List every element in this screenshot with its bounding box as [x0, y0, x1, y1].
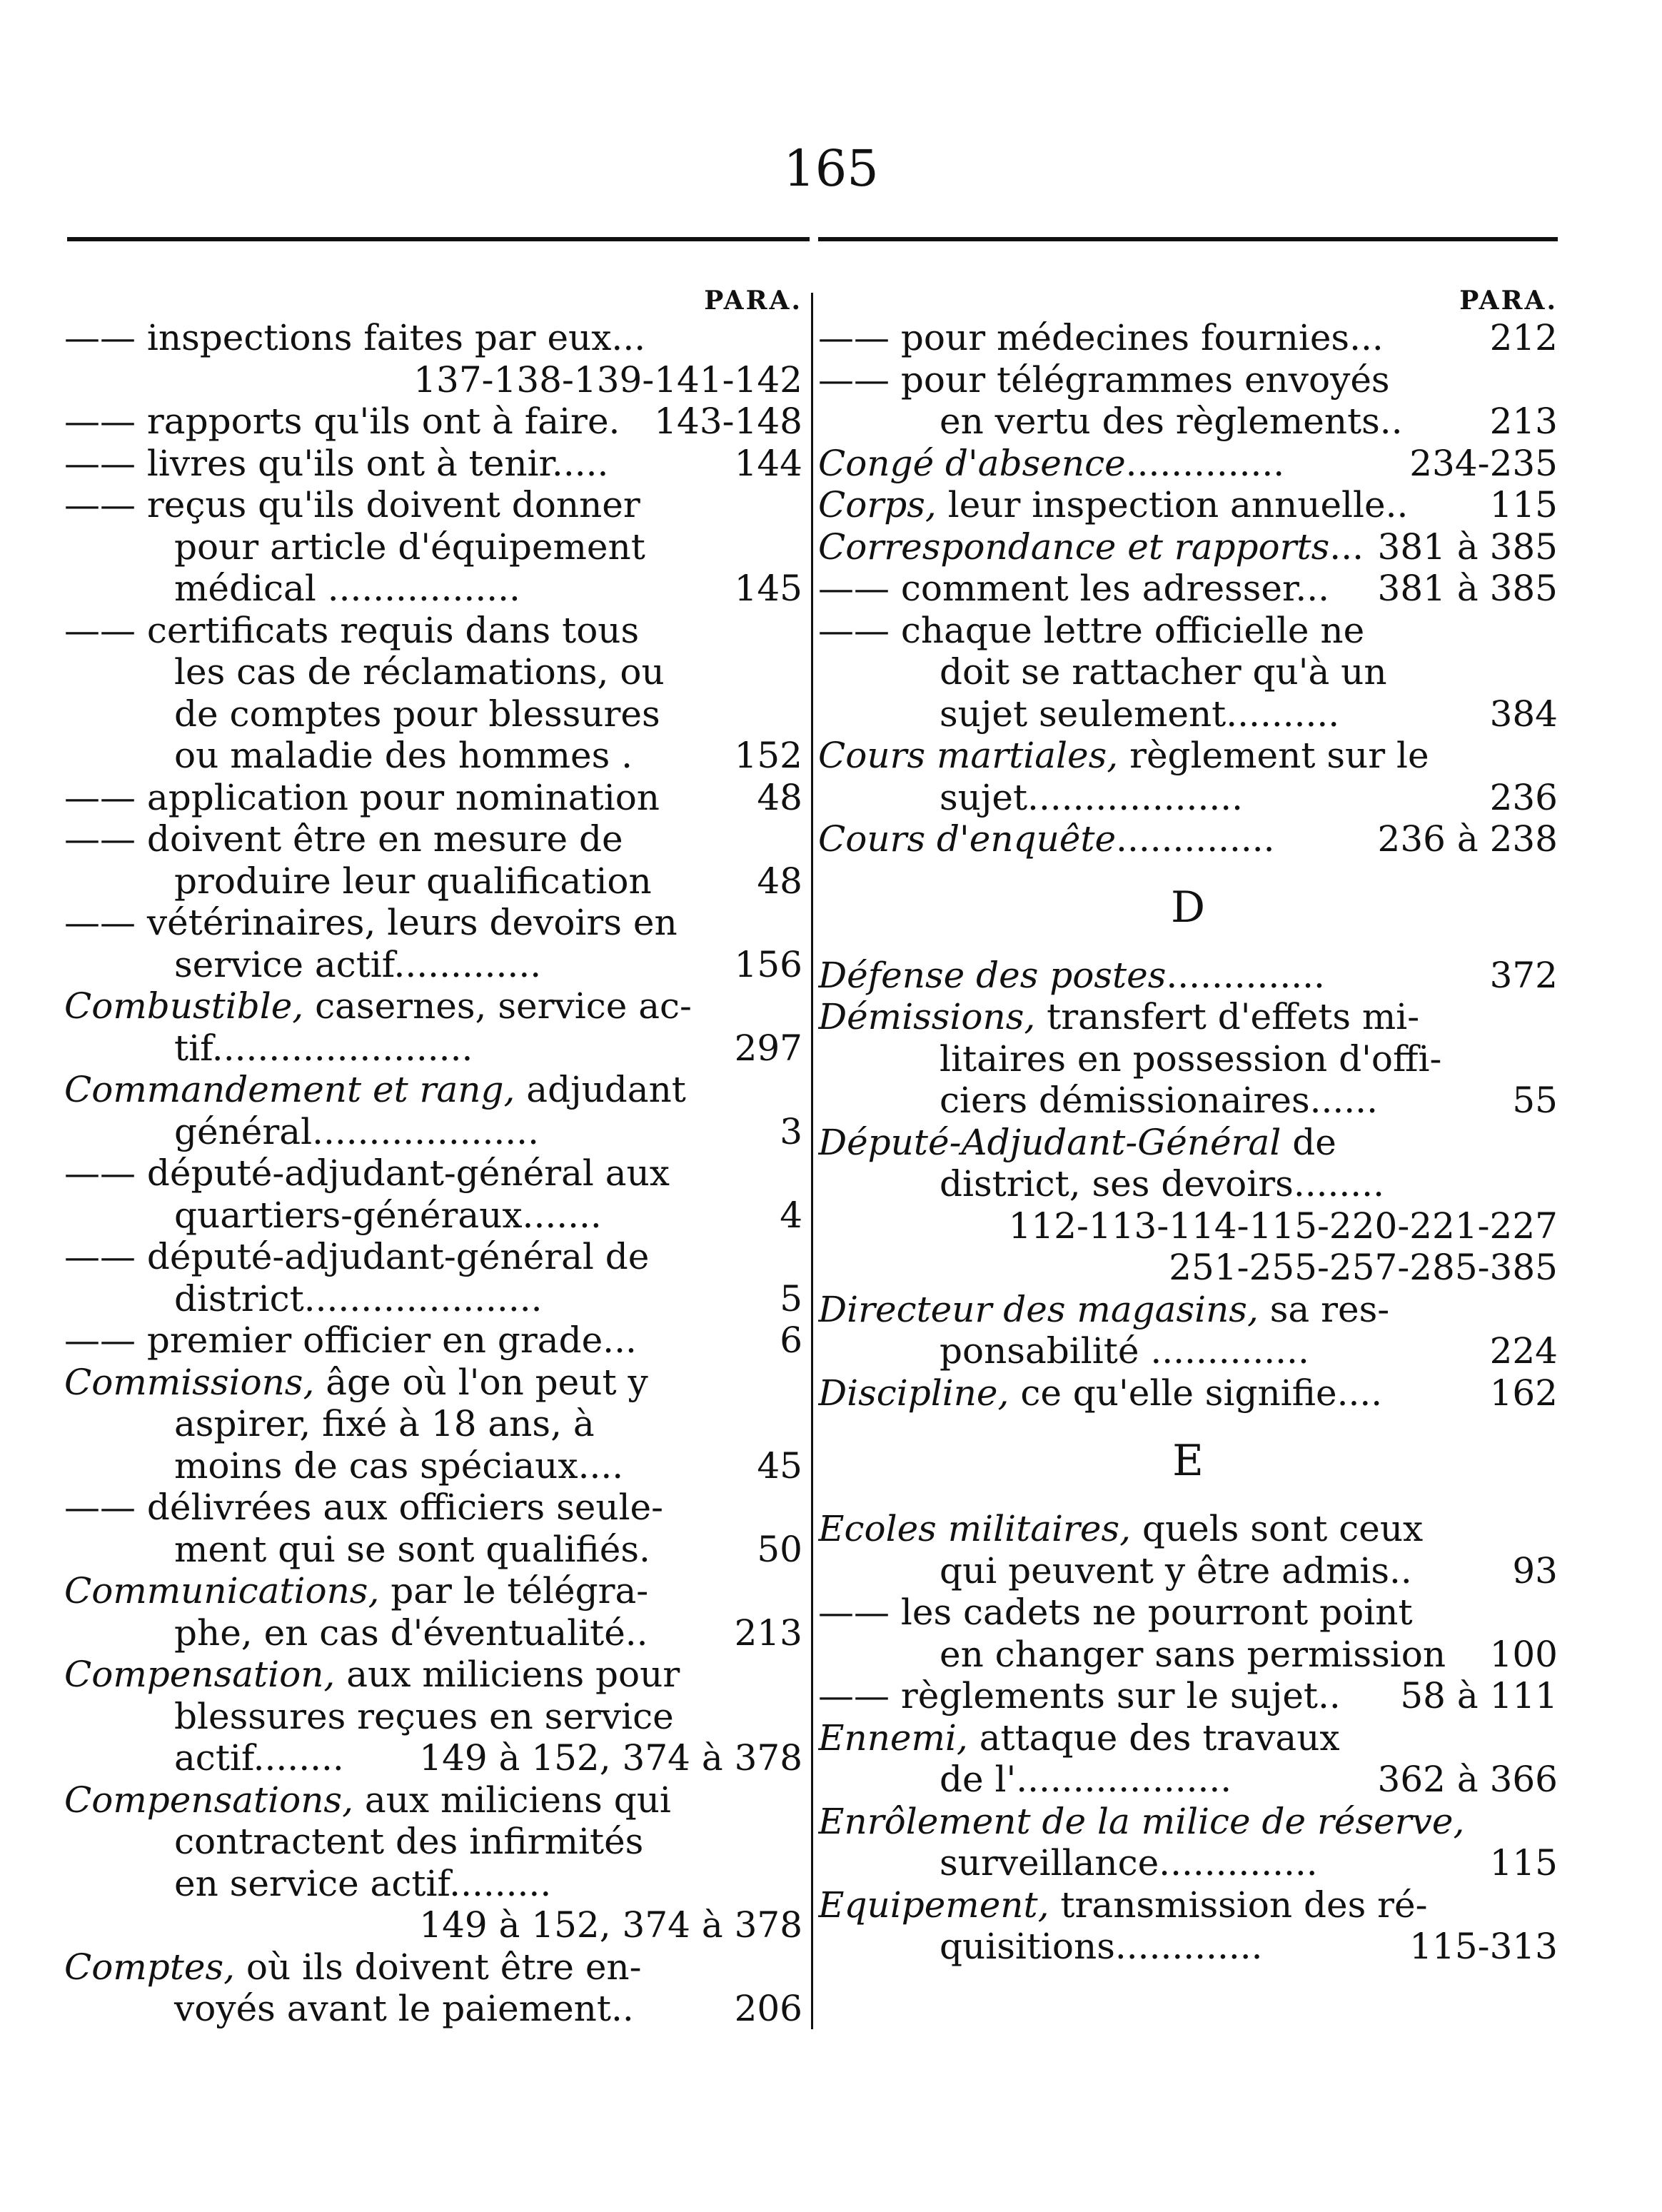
entry-text: —— certificats requis dans tous [64, 609, 640, 651]
entry-text: par le télégra- [379, 1570, 649, 1612]
index-entry-line [64, 735, 802, 777]
entry-keyword: Commissions, [64, 1361, 315, 1403]
index-entry-line [64, 1946, 802, 1989]
entry-text: —— délivrées aux officiers seule- [64, 1487, 664, 1528]
entry-text: —— premier officier en grade... [64, 1319, 637, 1361]
entry-text: attaque des travaux [967, 1716, 1340, 1759]
entry-paragraph-ref: 137-138-139-141-142 [408, 359, 802, 401]
index-entry-line [818, 996, 1558, 1038]
index-entry-line [818, 568, 1558, 610]
index-entry-line [64, 985, 802, 1027]
entry-paragraph-ref: 162 [1484, 1372, 1558, 1414]
entry-paragraph-ref: 213 [1484, 401, 1558, 443]
index-entry-line [818, 401, 1558, 443]
entry-text: quartiers-généraux....... [174, 1194, 602, 1236]
index-entry-line [818, 1926, 1558, 1968]
entry-paragraph-ref: 236 [1484, 777, 1558, 819]
index-entry-line [64, 1529, 802, 1571]
para-label-right: PARA. [1459, 286, 1558, 316]
entry-paragraph-ref: 143-148 [648, 401, 802, 443]
entry-text: —— vétérinaires, leurs devoirs en [64, 902, 678, 943]
index-entry-line [818, 1550, 1558, 1592]
entry-paragraph-ref: 372 [1484, 955, 1558, 997]
entry-text: transmission des ré- [1049, 1884, 1428, 1926]
entry-paragraph-ref: 236 à 238 [1372, 818, 1558, 860]
entry-paragraph-ref: 48 [751, 777, 802, 819]
index-entry-line [818, 651, 1558, 693]
section-heading-d: D [1170, 882, 1206, 932]
index-entry-line [64, 1278, 802, 1320]
entry-text: aux miliciens pour [335, 1654, 680, 1695]
index-entry-line [64, 818, 802, 860]
index-entry-line [64, 1487, 802, 1529]
entry-text: en service actif......... [174, 1862, 552, 1904]
index-entry-line [818, 610, 1558, 652]
index-entry-line [818, 1080, 1558, 1122]
entry-keyword: Correspondance et rapports [818, 526, 1330, 568]
entry-text: aspirer, fixé à 18 ans, à [174, 1403, 595, 1444]
entry-keyword: Commandement et rang, [64, 1069, 515, 1110]
index-entry-line [818, 484, 1558, 526]
index-entry-line [64, 568, 802, 610]
index-entry-line [64, 1779, 802, 1821]
entry-paragraph-ref: 234-235 [1404, 443, 1558, 485]
para-label-left: PARA. [704, 286, 802, 316]
entry-text: —— comment les adresser... [818, 568, 1330, 609]
entry-text: âge où l'on peut y [314, 1361, 648, 1403]
index-entry-line [818, 955, 1558, 997]
index-entry-line [818, 1592, 1558, 1634]
entry-keyword: Ecoles militaires, [818, 1508, 1132, 1549]
index-entry-line [64, 1696, 802, 1738]
entry-paragraph-ref: 152 [729, 735, 802, 777]
index-entries-left [64, 317, 802, 2030]
index-entry-line [818, 818, 1558, 860]
entry-text: ponsabilité .............. [940, 1330, 1309, 1372]
entry-paragraph-ref: 48 [751, 860, 802, 903]
entry-text: district..................... [174, 1277, 543, 1319]
entry-text: doit se rattacher qu'à un [940, 651, 1387, 693]
entry-text: surveillance.............. [940, 1842, 1318, 1884]
entry-text: qui peuvent y être admis.. [940, 1549, 1412, 1592]
entry-paragraph-ref: 384 [1484, 693, 1558, 735]
entry-paragraph-ref: 251-255-257-285-385 [1163, 1247, 1558, 1289]
index-entry-line [818, 1372, 1558, 1414]
entry-paragraph-ref: 144 [729, 443, 802, 485]
entry-keyword: Combustible, [64, 985, 304, 1027]
entry-text: adjudant [515, 1069, 686, 1110]
entry-text: —— pour médecines fournies... [818, 317, 1384, 358]
index-entry-line [64, 1027, 802, 1070]
entry-text: de comptes pour blessures [174, 693, 660, 735]
entry-keyword: Communications, [64, 1570, 380, 1612]
index-entry-line [64, 1152, 802, 1195]
entry-paragraph-ref: 100 [1484, 1634, 1558, 1676]
entry-text: —— chaque lettre officielle ne [818, 609, 1365, 651]
index-entry-line [818, 1038, 1558, 1080]
entry-text: en vertu des règlements.. [940, 401, 1403, 442]
entry-text: règlement sur le [1118, 735, 1429, 776]
entry-text: contractent des infirmités [174, 1821, 644, 1862]
index-entry-line [64, 1236, 802, 1278]
entry-text: ce qu'elle signifie.... [1009, 1372, 1383, 1414]
entry-paragraph-ref: 115 [1484, 484, 1558, 526]
index-entry-line [64, 1195, 802, 1237]
entry-text: —— application pour nomination [64, 776, 660, 818]
index-entry-line [64, 1319, 802, 1362]
index-entry-line [64, 1069, 802, 1111]
entry-keyword: Député-Adjudant-Général [818, 1121, 1281, 1163]
index-entry-line [818, 526, 1558, 568]
index-entry-line [64, 1863, 802, 1905]
entry-text: moins de cas spéciaux.... [174, 1444, 624, 1487]
entry-text: litaires en possession d'offi- [940, 1037, 1442, 1080]
entry-paragraph-ref: 55 [1506, 1080, 1558, 1122]
index-entry-line [64, 1403, 802, 1445]
index-entry-line [818, 1759, 1558, 1801]
entry-text: médical ................. [174, 568, 520, 609]
entry-keyword: Congé d'absence [818, 442, 1126, 484]
index-entry-line [64, 1362, 802, 1404]
index-entry-line [64, 1737, 802, 1779]
index-entry-line [64, 1570, 802, 1612]
entry-paragraph-ref: 112-113-114-115-220-221-227 [1003, 1205, 1558, 1247]
index-entry-line [64, 317, 802, 359]
entry-text: —— député-adjudant-général de [64, 1236, 650, 1277]
index-entry-line [64, 484, 802, 526]
index-entry-line [818, 443, 1558, 485]
index-entry-line [818, 317, 1558, 359]
index-entry-line [64, 359, 802, 401]
entry-paragraph-ref: 93 [1506, 1550, 1558, 1592]
entry-paragraph-ref: 381 à 385 [1372, 526, 1558, 568]
entry-text: —— les cadets ne pourront point [818, 1592, 1413, 1633]
entry-paragraph-ref: 212 [1484, 317, 1558, 359]
index-entry-line [818, 1508, 1558, 1550]
entry-text: —— député-adjudant-général aux [64, 1152, 670, 1194]
entry-text: les cas de réclamations, ou [174, 651, 665, 693]
entry-text: actif........ [174, 1737, 344, 1779]
entry-paragraph-ref: 145 [729, 568, 802, 610]
index-entry-line [64, 1111, 802, 1153]
entry-text: en changer sans permission [940, 1633, 1446, 1675]
entry-text: —— règlements sur le sujet.. [818, 1675, 1341, 1716]
entry-keyword: Corps, [818, 484, 937, 526]
entry-paragraph-ref: 3 [774, 1111, 802, 1153]
index-entry-line [64, 1612, 802, 1654]
entry-text: de [1281, 1121, 1336, 1163]
index-entry-line [64, 944, 802, 986]
entry-text: phe, en cas d'éventualité.. [174, 1612, 648, 1654]
index-entry-line [818, 359, 1558, 401]
entry-paragraph-ref: 362 à 366 [1372, 1759, 1558, 1801]
entry-keyword: Comptes, [64, 1946, 236, 1988]
entry-paragraph-ref: 149 à 152, 374 à 378 [413, 1737, 802, 1779]
index-entry-line [64, 1654, 802, 1696]
entry-text: sujet seulement.......... [940, 693, 1340, 735]
entry-text: sa res- [1258, 1288, 1390, 1330]
entry-text: pour article d'équipement [174, 526, 645, 568]
entry-paragraph-ref: 50 [751, 1529, 802, 1571]
index-entry-line [64, 443, 802, 485]
header-rule-right [818, 237, 1558, 241]
page-number: 165 [783, 139, 879, 198]
entry-text: transfert d'effets mi- [1035, 996, 1420, 1037]
entry-keyword: Compensation, [64, 1654, 336, 1695]
index-entry-line [818, 1801, 1558, 1843]
section-heading-e: E [1172, 1436, 1204, 1486]
entry-text: aux miliciens qui [353, 1779, 671, 1821]
entry-text: quisitions............. [940, 1926, 1263, 1967]
entry-text: sujet................... [940, 776, 1244, 818]
index-entry-line [64, 401, 802, 443]
entry-keyword: Compensations, [64, 1779, 353, 1821]
index-entry-line [818, 777, 1558, 819]
entry-text: ciers démissionaires...... [940, 1080, 1378, 1121]
index-entry-line [818, 1842, 1558, 1884]
entry-paragraph-ref: 381 à 385 [1372, 568, 1558, 610]
entry-text: —— livres qu'ils ont à tenir..... [64, 442, 609, 484]
entry-paragraph-ref: 206 [729, 1988, 802, 2030]
entry-paragraph-ref: 149 à 152, 374 à 378 [413, 1904, 802, 1946]
index-entry-line [64, 651, 802, 693]
entry-keyword: Défense des postes [818, 954, 1167, 996]
index-entry-line [818, 693, 1558, 735]
entry-text: .............. [1166, 954, 1325, 996]
entry-keyword: Cours martiales, [818, 735, 1119, 776]
entry-text: —— rapports qu'ils ont à faire. [64, 401, 620, 442]
entry-text: ment qui se sont qualifiés. [174, 1528, 650, 1570]
entry-text: ou maladie des hommes . [174, 735, 633, 776]
index-entry-line [818, 735, 1558, 777]
entry-paragraph-ref: 45 [751, 1445, 802, 1487]
entry-text: —— reçus qu'ils doivent donner [64, 484, 640, 526]
header-rule-left [67, 237, 810, 241]
index-entry-line [64, 693, 802, 735]
index-entry-line [818, 1163, 1558, 1205]
index-entry-line [818, 1122, 1558, 1164]
entry-keyword: Directeur des magasins, [818, 1288, 1259, 1330]
entry-paragraph-ref: 213 [729, 1612, 802, 1654]
index-entry-line [64, 777, 802, 819]
index-entry-line [818, 1247, 1558, 1289]
entry-text: de l'................... [940, 1759, 1232, 1800]
entry-paragraph-ref: 5 [774, 1278, 802, 1320]
index-entry-line [64, 1988, 802, 2030]
entry-text: produire leur qualification [174, 860, 652, 902]
index-entry-line [64, 1445, 802, 1487]
entry-text: blessures reçues en service [174, 1695, 674, 1737]
index-entry-line [818, 1717, 1558, 1759]
entry-text: ... [1329, 526, 1364, 568]
entry-paragraph-ref: 297 [729, 1027, 802, 1070]
entry-text: district, ses devoirs........ [940, 1163, 1384, 1205]
index-entries-right [818, 317, 1558, 1968]
index-entry-line [818, 1884, 1558, 1926]
entry-text: —— pour télégrammes envoyés [818, 358, 1390, 401]
index-entry-line [64, 902, 802, 944]
entry-keyword: Equipement, [818, 1884, 1049, 1926]
entry-text: général.................... [174, 1110, 539, 1152]
entry-text: voyés avant le paiement.. [174, 1988, 634, 2029]
entry-text: .............. [1125, 442, 1285, 484]
entry-text: quels sont ceux [1131, 1508, 1424, 1549]
index-entry-line [818, 1330, 1558, 1372]
column-divider [811, 293, 813, 2029]
entry-paragraph-ref: 156 [729, 944, 802, 986]
entry-text: leur inspection annuelle.. [936, 484, 1409, 526]
index-entry-line [64, 526, 802, 568]
entry-text: casernes, service ac- [303, 985, 692, 1027]
entry-text: .............. [1116, 818, 1275, 860]
entry-keyword: Enrôlement de la milice de réserve, [818, 1800, 1465, 1842]
entry-paragraph-ref: 4 [774, 1195, 802, 1237]
entry-text: tif....................... [174, 1027, 473, 1069]
index-entry-line [64, 1821, 802, 1863]
index-entry-line [64, 610, 802, 652]
index-entry-line [818, 1205, 1558, 1247]
entry-text: —— doivent être en mesure de [64, 818, 623, 860]
entry-keyword: Cours d'enquête [818, 818, 1117, 860]
index-entry-line [818, 1289, 1558, 1331]
entry-text: —— inspections faites par eux... [64, 317, 646, 358]
entry-keyword: Discipline, [818, 1372, 1009, 1414]
entry-keyword: Démissions, [818, 996, 1036, 1037]
entry-paragraph-ref: 115-313 [1404, 1926, 1558, 1968]
entry-paragraph-ref: 115 [1484, 1842, 1558, 1884]
entry-keyword: Ennemi, [818, 1716, 968, 1759]
index-entry-line [818, 1634, 1558, 1676]
index-entry-line [818, 1675, 1558, 1717]
entry-text: service actif............. [174, 943, 542, 985]
entry-paragraph-ref: 224 [1484, 1330, 1558, 1372]
entry-paragraph-ref: 58 à 111 [1394, 1675, 1558, 1717]
index-column-right [818, 284, 1558, 1968]
entry-text: où ils doivent être en- [235, 1946, 642, 1988]
entry-paragraph-ref: 6 [774, 1319, 802, 1362]
index-entry-line [64, 860, 802, 903]
index-entry-line [64, 1904, 802, 1946]
index-column-left [64, 284, 802, 2030]
